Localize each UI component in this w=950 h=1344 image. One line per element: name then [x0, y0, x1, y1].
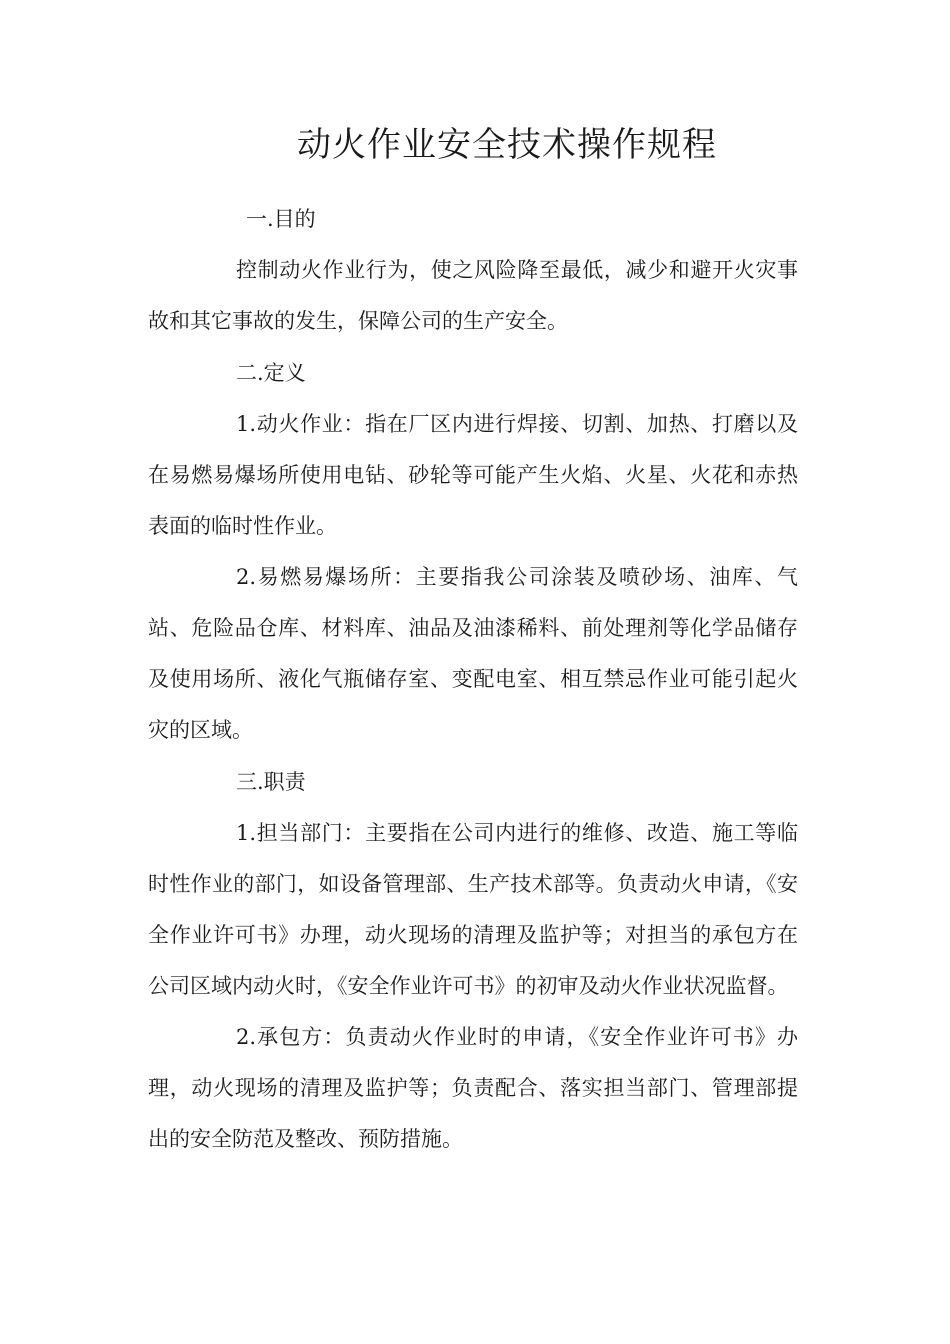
paragraph-definition-flammable-sites: 2.易燃易爆场所：主要指我公司涂装及喷砂场、油库、气站、危险品仓库、材料库、油品及油漆稀料、前处理剂等化学品储存及使用场所、液化气瓶储存室、变配电室、相互禁忌作业可能引起火灾的区域。 [148, 565, 798, 742]
section-heading-purpose: 一.目的 [246, 207, 316, 231]
paragraph-contractor: 2.承包方：负责动火作业时的申请，《安全作业许可书》办理，动火现场的清理及监护等；负责配合、落实担当部门、管理部提出的安全防范及整改、预防措施。 [148, 1025, 798, 1151]
section-heading-responsibilities: 三.职责 [236, 770, 306, 794]
paragraph-purpose: 控制动火作业行为，使之风险降至最低，减少和避开火灾事故和其它事故的发生，保障公司的生产安全。 [148, 258, 798, 333]
document-title: 动火作业安全技术操作规程 [297, 125, 717, 165]
paragraph-definition-hot-work: 1.动火作业：指在厂区内进行焊接、切割、加热、打磨以及在易燃易爆场所使用电钻、砂轮等可能产生火焰、火星、火花和赤热表面的临时性作业。 [148, 412, 798, 538]
document-body [148, 193, 798, 1165]
paragraph-responsible-department: 1.担当部门：主要指在公司内进行的维修、改造、施工等临时性作业的部门，如设备管理部、生产技术部等。负责动火申请，《安全作业许可书》办理，动火现场的清理及监护等；对担当的承包方在公司区域内动火时，《安全作业许可书》的初审及动火作业状况监督。 [148, 821, 798, 998]
section-heading-definition: 二.定义 [236, 361, 306, 385]
